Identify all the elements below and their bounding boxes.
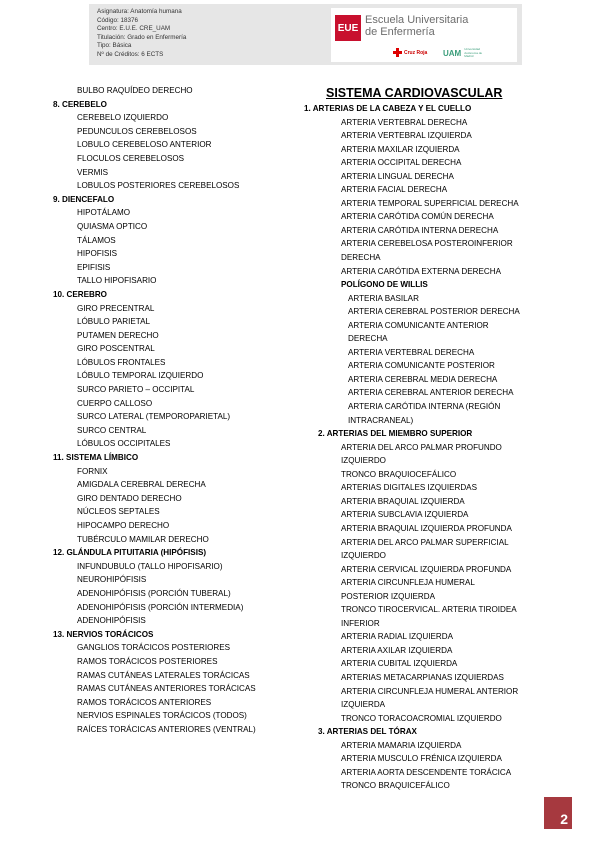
list-item: SURCO CENTRAL	[77, 425, 147, 435]
list-item: AMIGDALA CEREBRAL DERECHA	[77, 480, 206, 490]
list-item: HIPOTÁLAMO	[77, 208, 131, 218]
list-item: GANGLIOS TORÁCICOS POSTERIORES	[77, 643, 231, 653]
cruz-roja-logo	[393, 48, 427, 57]
list-item: ADENOHIPÓFISIS (PORCIÓN INTERMEDIA)	[77, 602, 244, 612]
metadata-line: Asignatura: Anatomía humana	[97, 8, 182, 15]
list-item: ARTERIA COMUNICANTE POSTERIOR	[348, 361, 495, 371]
list-item: ARTERIA TEMPORAL SUPERFICIAL DERECHA	[341, 198, 519, 208]
list-item: ARTERIA AXILAR IZQUIERDA	[341, 645, 453, 655]
right-column-list	[304, 102, 552, 793]
list-item: ARTERIA MAXILAR IZQUIERDA	[341, 144, 460, 154]
list-item: LÓBULO PARIETAL	[77, 317, 151, 327]
list-item: FORNIX	[77, 466, 108, 476]
list-item: ARTERIA CARÓTIDA EXTERNA DERECHA	[341, 266, 501, 276]
list-item: CEREBELO IZQUIERDO	[77, 113, 169, 123]
list-item: VERMIS	[77, 167, 109, 177]
list-item: ARTERIA DEL ARCO PALMAR SUPERFICIAL	[341, 537, 509, 547]
section-title: SISTEMA CARDIOVASCULAR	[326, 86, 503, 100]
list-item: ARTERIA CEREBELOSA POSTEROINFERIOR	[341, 239, 513, 249]
section-heading: 12. GLÁNDULA PITUITARIA (HIPÓFISIS)	[53, 548, 207, 558]
list-item: ARTERIA CEREBRAL MEDIA DERECHA	[348, 374, 498, 384]
list-item: QUIASMA OPTICO	[77, 221, 148, 231]
list-item: ARTERIA VERTEBRAL IZQUIERDA	[341, 131, 472, 141]
cruz-roja-label: Cruz Roja	[404, 49, 428, 56]
uam-subtitle: Universidad Autónoma de Madrid	[464, 47, 483, 58]
document-header	[89, 4, 522, 65]
school-logo	[331, 8, 517, 62]
list-item: ARTERIA LINGUAL DERECHA	[341, 171, 454, 181]
section-heading: 9. DIENCEFALO	[53, 194, 115, 204]
list-item: GIRO PRECENTRAL	[77, 303, 155, 313]
list-item: IZQUIERDO	[341, 456, 386, 466]
list-item: POSTERIOR IZQUIERDA	[341, 591, 435, 601]
list-item: LÓBULO TEMPORAL IZQUIERDO	[77, 371, 204, 381]
section-heading: 13. NERVIOS TORÁCICOS	[53, 629, 154, 639]
red-cross-icon	[393, 48, 402, 57]
list-item: ARTERIA CUBITAL IZQUIERDA	[341, 659, 458, 669]
list-item: TRONCO BRAQUICEFÁLICO	[341, 781, 450, 791]
list-item: ARTERIA VERTEBRAL DERECHA	[341, 117, 468, 127]
list-item: DERECHA	[341, 253, 381, 263]
section-heading: 1. ARTERIAS DE LA CABEZA Y EL CUELLO	[304, 104, 472, 113]
list-item: INFERIOR	[341, 618, 380, 628]
list-item: HIPOFISIS	[77, 249, 118, 259]
list-item: INTRACRANEAL)	[348, 415, 414, 425]
uam-label: UAM	[443, 48, 462, 58]
list-item: CUERPO CALLOSO	[77, 398, 153, 408]
eue-logo-badge: EUE	[335, 15, 361, 41]
left-column-list	[53, 84, 303, 737]
list-item: ARTERIA CARÓTIDA COMÚN DERECHA	[341, 212, 494, 222]
list-item: NÚCLEOS SEPTALES	[77, 507, 160, 517]
list-item: ARTERIA CIRCUNFLEJA HUMERAL	[341, 578, 475, 588]
list-item: FLOCULOS CEREBELOSOS	[77, 153, 185, 163]
list-item: INFUNDUBULO (TALLO HIPOFISARIO)	[77, 561, 223, 571]
list-item: TRONCO TORACOACROMIAL IZQUIERDO	[341, 713, 502, 723]
list-item: ARTERIA RADIAL IZQUIERDA	[341, 632, 453, 642]
list-item: ARTERIAS DIGITALES IZQUIERDAS	[341, 483, 477, 493]
list-item: ADENOHIPÓFISIS (PORCIÓN TUBERAL)	[77, 588, 231, 598]
list-item: ADENOHIPÓFISIS	[77, 616, 146, 626]
list-item: LÓBULOS OCCIPITALES	[77, 439, 171, 449]
list-item: LOBULOS POSTERIORES CEREBELOSOS	[77, 181, 240, 191]
page-number: 2	[560, 811, 568, 827]
list-item: BULBO RAQUÍDEO DERECHO	[77, 86, 193, 95]
list-item: PUTAMEN DERECHO	[77, 330, 159, 340]
section-heading: 11. SISTEMA LÍMBICO	[53, 453, 139, 463]
list-item: ARTERIA CARÓTIDA INTERNA DERECHA	[341, 225, 499, 235]
list-item: RAMOS TORÁCICOS POSTERIORES	[77, 656, 218, 666]
uam-logo	[443, 48, 488, 59]
list-item: LÓBULOS FRONTALES	[77, 357, 166, 367]
list-item: IZQUIERDO	[341, 551, 386, 561]
list-item: TÁLAMOS	[77, 235, 116, 245]
list-item: ARTERIA CEREBRAL ANTERIOR DERECHA	[348, 388, 514, 398]
list-item: ARTERIA DEL ARCO PALMAR PROFUNDO	[341, 442, 502, 452]
list-item: HIPOCAMPO DERECHO	[77, 521, 170, 530]
list-item: PEDUNCULOS CEREBELOSOS	[77, 126, 197, 136]
list-item: SURCO PARIETO – OCCIPITAL	[77, 385, 195, 395]
list-item: ARTERIA CEREBRAL POSTERIOR DERECHA	[348, 307, 520, 317]
list-item: ARTERIA BRAQUIAL IZQUIERDA PROFUNDA	[341, 523, 512, 533]
course-metadata	[97, 8, 186, 60]
list-item: TRONCO TIROCERVICAL. ARTERIA TIROIDEA	[341, 605, 517, 615]
list-item: NERVIOS ESPINALES TORÁCICOS (TODOS)	[77, 711, 247, 721]
list-item: ARTERIA BRAQUIAL IZQUIERDA	[341, 496, 465, 506]
list-item: ARTERIAS METACARPIANAS IZQUIERDAS	[341, 672, 504, 682]
metadata-line: Centro: E.U.E. CRE_UAM	[97, 25, 171, 33]
list-item: GIRO POSCENTRAL	[77, 344, 155, 354]
list-item: SURCO LATERAL (TEMPOROPARIETAL)	[77, 412, 231, 422]
list-item: ARTERIA BASILAR	[348, 293, 419, 303]
list-item: ARTERIA CIRCUNFLEJA HUMERAL ANTERIOR	[341, 686, 519, 696]
list-item: ARTERIA MUSCULO FRÉNICA IZQUIERDA	[341, 754, 502, 764]
list-item: RAMOS TORÁCICOS ANTERIORES	[77, 697, 212, 707]
list-item: RAÍCES TORÁCICAS ANTERIORES (VENTRAL)	[77, 724, 256, 734]
list-item: ARTERIA MAMARIA IZQUIERDA	[341, 740, 462, 750]
list-item: IZQUIERDA	[341, 700, 386, 710]
list-item: GIRO DENTADO DERECHO	[77, 493, 182, 503]
list-item: ARTERIA SUBCLAVIA IZQUIERDA	[341, 510, 469, 520]
list-item: DERECHA	[348, 334, 388, 344]
metadata-line: Nº de Créditos: 6 ECTS	[97, 50, 164, 58]
page-number-badge	[544, 797, 572, 829]
list-item: EPIFISIS	[77, 262, 111, 272]
school-name-line2: de Enfermería	[365, 26, 435, 38]
section-heading: 10. CEREBRO	[53, 289, 107, 299]
list-item: ARTERIA OCCIPITAL DERECHA	[341, 158, 462, 168]
list-item: TUBÉRCULO MAMILAR DERECHO	[77, 534, 209, 544]
list-item: RAMAS CUTÁNEAS LATERALES TORÁCICAS	[77, 670, 250, 680]
school-name-line1: Escuela Universitaria	[365, 14, 469, 26]
list-item: ARTERIA VERTEBRAL DERECHA	[348, 347, 475, 357]
list-item: NEUROHIPÓFISIS	[77, 575, 147, 585]
list-item: ARTERIA CARÓTIDA INTERNA (REGIÓN	[348, 402, 501, 412]
list-item: LOBULO CEREBELOSO ANTERIOR	[77, 140, 212, 150]
section-heading: 3. ARTERIAS DEL TÓRAX	[318, 727, 417, 737]
list-item: RAMAS CUTÁNEAS ANTERIORES TORÁCICAS	[77, 684, 256, 694]
section-heading: 8. CEREBELO	[53, 99, 107, 109]
school-name	[365, 14, 468, 38]
list-item: TRONCO BRAQUIOCEFÁLICO	[341, 469, 457, 479]
metadata-line: Código: 18376	[97, 16, 138, 24]
metadata-line: Titulación: Grado en Enfermería	[97, 33, 187, 41]
section-heading: 2. ARTERIAS DEL MIEMBRO SUPERIOR	[318, 429, 473, 439]
metadata-line: Tipo: Básica	[97, 42, 132, 50]
list-item: TALLO HIPOFISARIO	[77, 276, 157, 286]
list-item: ARTERIA COMUNICANTE ANTERIOR	[348, 320, 489, 330]
list-item: ARTERIA CERVICAL IZQUIERDA PROFUNDA	[341, 564, 512, 574]
list-item: ARTERIA AORTA DESCENDENTE TORÁCICA	[341, 767, 512, 777]
list-item: ARTERIA FACIAL DERECHA	[341, 185, 448, 195]
right-column	[304, 84, 552, 793]
section-heading: POLÍGONO DE WILLIS	[341, 280, 428, 290]
